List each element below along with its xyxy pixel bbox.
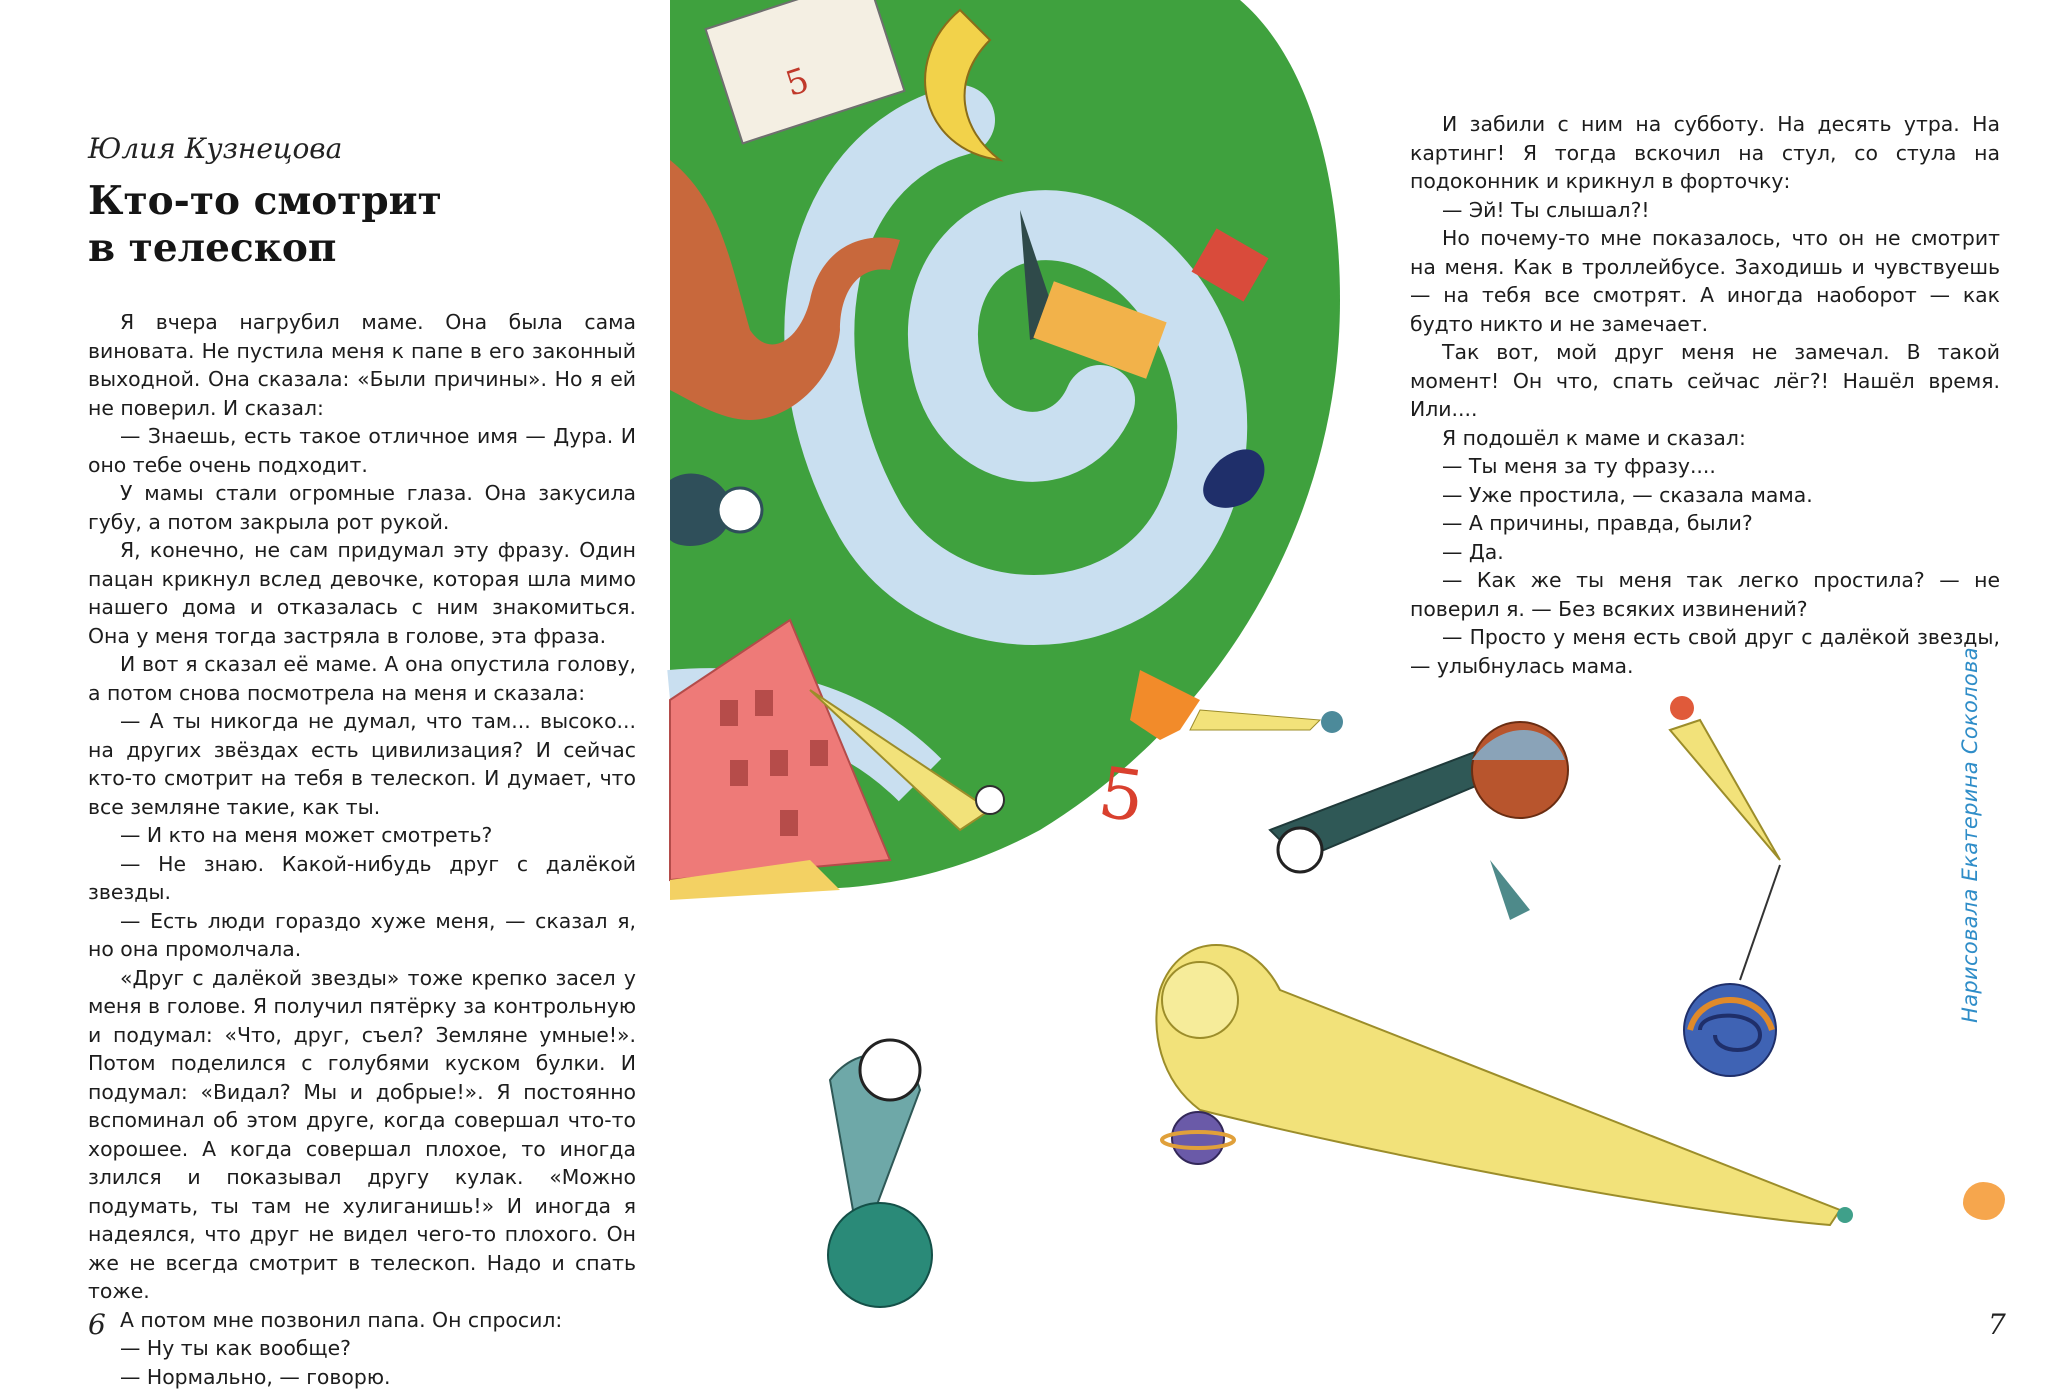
purple-planet bbox=[1172, 1112, 1224, 1164]
paragraph: — Да. bbox=[1410, 538, 2000, 567]
paragraph: — И кто на меня может смотреть? bbox=[88, 821, 636, 850]
paragraph: И забили с ним на субботу. На десять утра. На картинг! Я тогда вскочил на стул, со стула на подоконник и крикнул в форточку: bbox=[1410, 110, 2000, 196]
story-title bbox=[88, 178, 442, 272]
paragraph: — Знаешь, есть такое отличное имя — Дура. И оно тебе очень подходит. bbox=[88, 422, 636, 479]
paragraph: — Ну ты как вообще? bbox=[88, 1334, 636, 1363]
paragraph: — Не знаю. Какой-нибудь друг с далёкой звезды. bbox=[88, 850, 636, 907]
teal-cone bbox=[1490, 860, 1530, 920]
paper-digit: 5 bbox=[781, 60, 814, 105]
yellow-horn-right bbox=[1670, 720, 1780, 860]
paragraph: — Ты меня за ту фразу.... bbox=[1410, 452, 2000, 481]
paragraph: Я вчера нагрубил маме. Она была сама виновата. Не пустила меня к папе в его законный выходной. Она сказала: «Были причины». Но я ей не поверил. И сказал: bbox=[88, 308, 636, 422]
page-number-right: 7 bbox=[1988, 1308, 2006, 1341]
author-name: Юлия Кузнецова bbox=[88, 132, 342, 165]
paragraph: Но почему-то мне показалось, что он не смотрит на меня. Как в троллейбусе. Заходишь и чувствуешь — на тебя все смотрят. А иногда наоборот — как будто никто и не замечает. bbox=[1410, 224, 2000, 338]
red-digit: 5 bbox=[1094, 751, 1150, 838]
paragraph: И вот я сказал её маме. А она опустила голову, а потом снова посмотрела на меня и сказала: bbox=[88, 650, 636, 707]
paragraph: А потом мне позвонил папа. Он спросил: bbox=[88, 1306, 636, 1335]
left-page-text bbox=[88, 308, 636, 1391]
paragraph: Так вот, мой друг меня не замечал. В такой момент! Он что, спать сейчас лёг?! Нашёл время. Или.... bbox=[1410, 338, 2000, 424]
page-number-left: 6 bbox=[88, 1308, 106, 1341]
paragraph: — Эй! Ты слышал?! bbox=[1410, 196, 2000, 225]
story-title-line-1: Кто-то смотрит bbox=[88, 178, 442, 225]
paragraph: Я, конечно, не сам придумал эту фразу. Один пацан крикнул вслед девочке, которая шла мимо нашего дома и отказалась с ним знакомиться. Она у меня тогда застряла в голове, эта фраза. bbox=[88, 536, 636, 650]
paragraph: «Друг с далёкой звезды» тоже крепко засел у меня в голове. Я получил пятёрку за контрольную и подумал: «Что, друг, съел? Земляне умные!». Потом поделился с голубями куском булки. И подумал: «Видал? Мы и добрые!». Я постоянно вспоминал об этом друге, когда совершал что-то хорошее. А когда совершал плохое, то иногда злился и показывал другу кулак. «Можно подумать, ты там не хулиганишь!» И иногда я надеялся, что друг не видел чего-то плохого. Он же не всегда смотрит в телескоп. Надо и спать тоже. bbox=[88, 964, 636, 1306]
paragraph: Я подошёл к маме и сказал: bbox=[1410, 424, 2000, 453]
illustrator-credit: Нарисовала Екатерина Соколова bbox=[1958, 647, 1982, 1023]
paragraph: — А ты никогда не думал, что там... высоко... на других звёздах есть цивилизация? И сейчас кто-то смотрит на тебя в телескоп. И думает, что все земляне такие, как ты. bbox=[88, 707, 636, 821]
credit-orange-blob bbox=[1963, 1182, 2005, 1220]
story-title-line-2: в телескоп bbox=[88, 225, 442, 272]
paragraph: — А причины, правда, были? bbox=[1410, 509, 2000, 538]
paragraph: — Просто у меня есть свой друг с далёкой звезды, — улыбнулась мама. bbox=[1410, 623, 2000, 680]
paragraph: — Нормально, — говорю. bbox=[88, 1363, 636, 1391]
paragraph: — Уже простила, — сказала мама. bbox=[1410, 481, 2000, 510]
paragraph: — Как же ты меня так легко простила? — не поверил я. — Без всяких извинений? bbox=[1410, 566, 2000, 623]
paragraph: — Есть люди гораздо хуже меня, — сказал я, но она промолчала. bbox=[88, 907, 636, 964]
right-page-text bbox=[1410, 110, 2000, 680]
paragraph: У мамы стали огромные глаза. Она закусила губу, а потом закрыла рот рукой. bbox=[88, 479, 636, 536]
green-dotted-planet bbox=[828, 1203, 932, 1307]
